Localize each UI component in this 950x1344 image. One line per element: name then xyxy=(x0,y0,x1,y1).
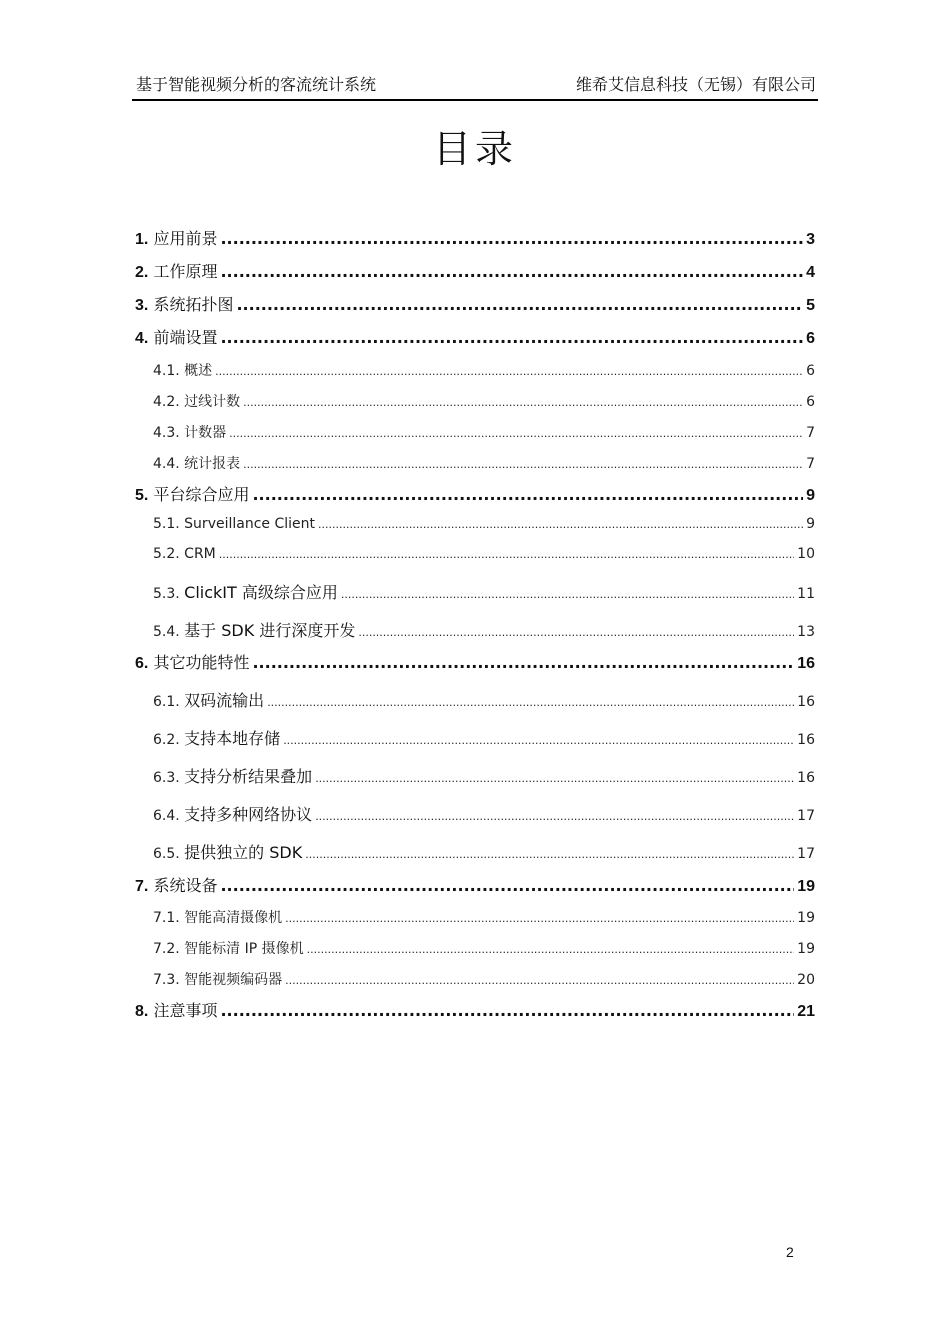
toc-entry-text: 提供独立的 SDK xyxy=(184,843,303,862)
toc-entry-text: 支持本地存储 xyxy=(184,729,281,748)
toc-entry-text: 工作原理 xyxy=(153,262,218,281)
toc-subentry-4-1[interactable] xyxy=(153,360,815,380)
toc-entry-text: 基于 SDK 进行深度开发 xyxy=(184,621,356,640)
toc-subentry-7-1[interactable] xyxy=(153,907,815,927)
dot-leader xyxy=(307,943,795,956)
toc-entry-number: 4.3. xyxy=(153,425,180,441)
toc-entry-7[interactable] xyxy=(135,873,815,896)
toc-entry-page: 16 xyxy=(797,694,815,710)
toc-entry-text: ClickIT 高级综合应用 xyxy=(184,583,338,602)
dot-leader xyxy=(285,974,794,987)
toc-entry-3[interactable] xyxy=(135,292,815,315)
toc-entry-number: 6.5. xyxy=(153,846,180,862)
toc-entry-text: 支持多种网络协议 xyxy=(184,805,313,824)
toc-entry-page: 7 xyxy=(806,456,815,472)
toc-entry-number: 6.1. xyxy=(153,694,180,710)
toc-entry-number: 7.2. xyxy=(153,941,180,957)
dot-leader xyxy=(267,696,794,709)
dot-leader xyxy=(252,653,794,672)
toc-entry-number: 4. xyxy=(135,330,149,347)
toc-entry-8[interactable] xyxy=(135,998,815,1021)
toc-entry-number: 5.3. xyxy=(153,586,180,602)
toc-entry-text: 智能视频编码器 xyxy=(184,972,283,988)
toc-entry-number: 7.3. xyxy=(153,972,180,988)
toc-subentry-5-2[interactable] xyxy=(153,546,815,562)
dot-leader xyxy=(220,262,803,281)
toc-entry-page: 3 xyxy=(806,231,815,248)
toc-subentry-4-4[interactable] xyxy=(153,453,815,473)
toc-entry-page: 7 xyxy=(806,425,815,441)
dot-leader xyxy=(215,365,803,378)
toc-entry-page: 16 xyxy=(797,655,815,672)
toc-subentry-5-4[interactable] xyxy=(153,618,815,641)
dot-leader xyxy=(318,518,803,531)
toc-subentry-6-2[interactable] xyxy=(153,726,815,749)
toc-entry-text: 智能高清摄像机 xyxy=(184,910,283,926)
toc-entry-number: 7. xyxy=(135,878,149,895)
toc-entry-number: 4.2. xyxy=(153,394,180,410)
toc-subentry-6-3[interactable] xyxy=(153,764,815,787)
dot-leader xyxy=(220,1001,794,1020)
toc-entry-text: CRM xyxy=(184,546,216,562)
toc-entry-page: 6 xyxy=(806,363,815,379)
toc-entry-2[interactable] xyxy=(135,259,815,282)
toc-entry-page: 13 xyxy=(797,624,815,640)
toc-entry-number: 5.4. xyxy=(153,624,180,640)
dot-leader xyxy=(315,810,794,823)
dot-leader xyxy=(229,427,803,440)
toc-entry-text: 过线计数 xyxy=(184,394,241,410)
toc-entry-5[interactable] xyxy=(135,482,815,505)
toc-subentry-4-2[interactable] xyxy=(153,391,815,411)
toc-entry-number: 5.2. xyxy=(153,546,180,562)
toc-entry-4[interactable] xyxy=(135,325,815,348)
toc-entry-6[interactable] xyxy=(135,650,815,673)
toc-title: 目录 xyxy=(432,127,517,171)
toc-entry-number: 3. xyxy=(135,297,149,314)
dot-leader xyxy=(283,734,794,747)
dot-leader xyxy=(220,328,803,347)
toc-entry-page: 10 xyxy=(797,546,815,562)
toc-entry-number: 6.4. xyxy=(153,808,180,824)
toc-entry-page: 5 xyxy=(806,297,815,314)
toc-entry-text: Surveillance Client xyxy=(184,516,315,532)
toc-entry-number: 6.3. xyxy=(153,770,180,786)
toc-entry-text: 系统拓扑图 xyxy=(153,295,234,314)
dot-leader xyxy=(220,876,794,895)
dot-leader xyxy=(315,772,794,785)
dot-leader xyxy=(358,626,794,639)
toc-entry-number: 1. xyxy=(135,231,149,248)
toc-entry-page: 19 xyxy=(797,878,815,895)
toc-entry-text: 系统设备 xyxy=(153,876,218,895)
toc-subentry-4-3[interactable] xyxy=(153,422,815,442)
dot-leader xyxy=(219,548,794,561)
toc-entry-number: 5.1. xyxy=(153,516,180,532)
toc-entry-text: 概述 xyxy=(184,363,213,379)
toc-entry-page: 17 xyxy=(797,808,815,824)
toc-entry-text: 应用前景 xyxy=(153,229,218,248)
toc-entry-number: 2. xyxy=(135,264,149,281)
page-number: 2 xyxy=(786,1244,794,1260)
toc-entry-number: 6. xyxy=(135,655,149,672)
toc-subentry-7-2[interactable] xyxy=(153,938,815,958)
toc-entry-text: 双码流输出 xyxy=(184,691,265,710)
toc-entry-text: 统计报表 xyxy=(184,456,241,472)
toc-entry-text: 支持分析结果叠加 xyxy=(184,767,313,786)
toc-subentry-6-4[interactable] xyxy=(153,802,815,825)
toc-entry-page: 6 xyxy=(806,330,815,347)
toc-entry-page: 17 xyxy=(797,846,815,862)
dot-leader xyxy=(236,295,803,314)
toc-entry-text: 其它功能特性 xyxy=(153,653,250,672)
dot-leader xyxy=(243,396,803,409)
toc-entry-page: 11 xyxy=(797,586,815,602)
toc-entry-page: 21 xyxy=(797,1003,815,1020)
toc-entry-page: 6 xyxy=(806,394,815,410)
dot-leader xyxy=(252,485,803,504)
dot-leader xyxy=(285,912,794,925)
toc-entry-number: 4.4. xyxy=(153,456,180,472)
toc-entry-1[interactable] xyxy=(135,226,815,249)
toc-entry-page: 9 xyxy=(806,487,815,504)
toc-entry-number: 7.1. xyxy=(153,910,180,926)
toc-subentry-6-1[interactable] xyxy=(153,688,815,711)
toc-entry-number: 5. xyxy=(135,487,149,504)
toc-entry-text: 平台综合应用 xyxy=(153,485,250,504)
toc-entry-number: 6.2. xyxy=(153,732,180,748)
toc-entry-text: 注意事项 xyxy=(153,1001,218,1020)
toc-entry-page: 4 xyxy=(806,264,815,281)
page-header xyxy=(134,70,818,98)
header-document-title: 基于智能视频分析的客流统计系统 xyxy=(136,75,377,94)
toc-subentry-5-3[interactable] xyxy=(153,580,815,603)
toc-entry-page: 9 xyxy=(806,516,815,532)
toc-entry-text: 智能标清 IP 摄像机 xyxy=(184,941,304,957)
dot-leader xyxy=(305,848,794,861)
toc-subentry-5-1[interactable] xyxy=(153,516,815,532)
toc-entry-page: 16 xyxy=(797,732,815,748)
toc-entry-page: 19 xyxy=(797,910,815,926)
toc-entry-text: 前端设置 xyxy=(153,328,218,347)
toc-entry-page: 20 xyxy=(797,972,815,988)
toc-entry-page: 19 xyxy=(797,941,815,957)
header-divider xyxy=(132,99,818,101)
dot-leader xyxy=(341,588,794,601)
toc-entry-number: 8. xyxy=(135,1003,149,1020)
toc-entry-number: 4.1. xyxy=(153,363,180,379)
toc-subentry-7-3[interactable] xyxy=(153,969,815,989)
toc-entry-text: 计数器 xyxy=(184,425,227,441)
dot-leader xyxy=(243,458,803,471)
toc-entry-page: 16 xyxy=(797,770,815,786)
header-company-name: 维希艾信息科技（无锡）有限公司 xyxy=(575,75,816,94)
dot-leader xyxy=(220,229,803,248)
toc-subentry-6-5[interactable] xyxy=(153,840,815,863)
